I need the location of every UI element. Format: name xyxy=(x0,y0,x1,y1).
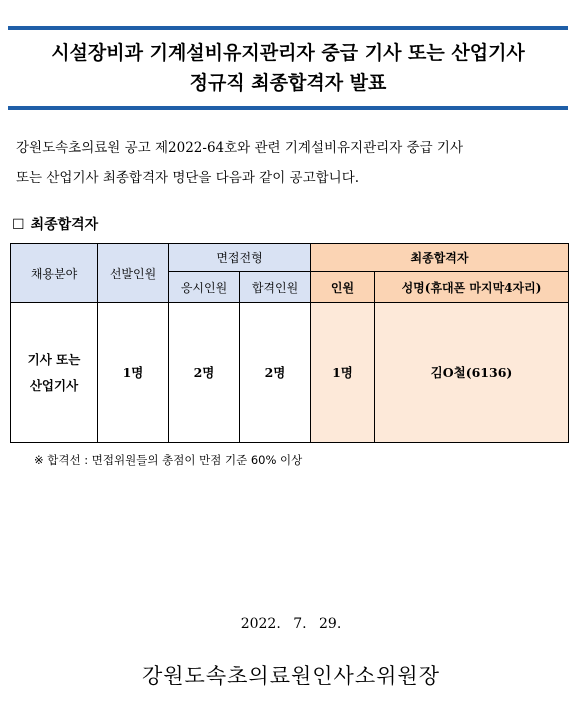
cell-field-line2: 산업기사 xyxy=(29,377,79,393)
section-heading-label: 최종합격자 xyxy=(30,217,99,233)
table-row xyxy=(11,303,569,443)
page-title-line1: 시설장비과 기계설비유지관리자 중급 기사 또는 산업기사 xyxy=(51,42,525,64)
cell-applicants: 2명 xyxy=(169,303,240,443)
title-top-rule xyxy=(8,26,568,30)
cell-field xyxy=(11,303,98,443)
header-name: 성명(휴대폰 마지막4자리) xyxy=(375,272,569,303)
page-title-line2: 정규직 최종합격자 발표 xyxy=(189,72,387,94)
intro-paragraph xyxy=(16,133,568,193)
title-bottom-rule xyxy=(8,106,568,110)
cell-count: 1명 xyxy=(311,303,375,443)
header-field: 채용분야 xyxy=(11,244,98,303)
cell-planned: 1명 xyxy=(98,303,169,443)
cell-name: 김O철(6136) xyxy=(375,303,569,443)
announcement-date: 2022. 7. 29. xyxy=(240,616,342,632)
intro-line1: 강원도속초의료원 공고 제2022-64호와 관련 기계설비유지관리자 중급 기사 xyxy=(16,140,463,156)
cell-passed: 2명 xyxy=(240,303,311,443)
header-interview: 면접전형 xyxy=(169,244,311,272)
header-final: 최종합격자 xyxy=(311,244,569,272)
final-result-table xyxy=(10,243,569,443)
title-box xyxy=(8,26,568,110)
header-applicants: 응시인원 xyxy=(169,272,240,303)
header-passed: 합격인원 xyxy=(240,272,311,303)
cell-field-line1: 기사 또는 xyxy=(27,351,81,367)
pass-criteria-note: ※ 합격선 : 면접위원들의 총점이 만점 기준 60% 이상 xyxy=(34,453,303,467)
header-count: 인원 xyxy=(311,272,375,303)
section-heading xyxy=(12,214,98,234)
intro-line2: 또는 산업기사 최종합격자 명단을 다음과 같이 공고합니다. xyxy=(16,170,360,186)
header-planned: 선발인원 xyxy=(98,244,169,303)
checkbox-square-icon: ☐ xyxy=(12,217,25,233)
signer-name: 강원도속초의료원인사소위원장 xyxy=(141,664,440,688)
